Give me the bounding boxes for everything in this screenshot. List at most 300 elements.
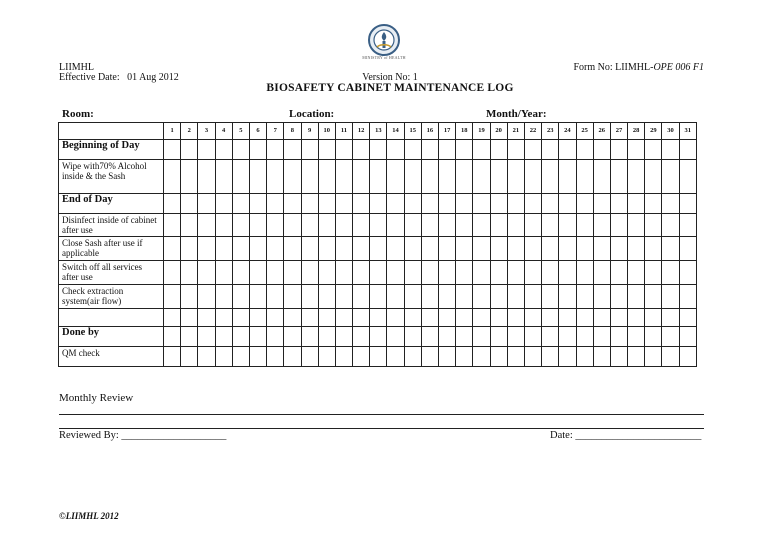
check-cell[interactable] — [353, 347, 370, 367]
check-cell[interactable] — [593, 285, 610, 309]
check-cell[interactable] — [490, 214, 507, 237]
check-cell[interactable] — [215, 160, 232, 194]
check-cell[interactable] — [318, 140, 335, 160]
check-cell[interactable] — [387, 347, 404, 367]
check-cell[interactable] — [335, 347, 352, 367]
check-cell[interactable] — [215, 327, 232, 347]
check-cell[interactable] — [628, 261, 645, 285]
check-cell[interactable] — [249, 214, 266, 237]
check-cell[interactable] — [387, 261, 404, 285]
check-cell[interactable] — [645, 194, 662, 214]
check-cell[interactable] — [318, 309, 335, 327]
check-cell[interactable] — [335, 160, 352, 194]
check-cell[interactable] — [439, 194, 456, 214]
check-cell[interactable] — [404, 285, 421, 309]
check-cell[interactable] — [421, 261, 438, 285]
check-cell[interactable] — [421, 140, 438, 160]
monthly-review-line-2[interactable] — [59, 428, 704, 429]
check-cell[interactable] — [404, 237, 421, 261]
check-cell[interactable] — [284, 327, 301, 347]
check-cell[interactable] — [267, 347, 284, 367]
check-cell[interactable] — [645, 237, 662, 261]
check-cell[interactable] — [542, 237, 559, 261]
check-cell[interactable] — [662, 214, 679, 237]
check-cell[interactable] — [335, 237, 352, 261]
check-cell[interactable] — [645, 160, 662, 194]
check-cell[interactable] — [232, 285, 249, 309]
check-cell[interactable] — [542, 140, 559, 160]
check-cell[interactable] — [181, 140, 198, 160]
check-cell[interactable] — [679, 160, 696, 194]
check-cell[interactable] — [542, 261, 559, 285]
check-cell[interactable] — [370, 140, 387, 160]
check-cell[interactable] — [267, 327, 284, 347]
check-cell[interactable] — [576, 309, 593, 327]
check-cell[interactable] — [353, 160, 370, 194]
check-cell[interactable] — [198, 160, 215, 194]
check-cell[interactable] — [593, 140, 610, 160]
date-field[interactable]: Date: ________________________ — [550, 430, 702, 441]
check-cell[interactable] — [181, 261, 198, 285]
check-cell[interactable] — [404, 347, 421, 367]
check-cell[interactable] — [576, 347, 593, 367]
check-cell[interactable] — [404, 160, 421, 194]
check-cell[interactable] — [628, 237, 645, 261]
check-cell[interactable] — [370, 327, 387, 347]
check-cell[interactable] — [370, 214, 387, 237]
check-cell[interactable] — [421, 237, 438, 261]
check-cell[interactable] — [387, 237, 404, 261]
check-cell[interactable] — [198, 309, 215, 327]
check-cell[interactable] — [164, 194, 181, 214]
check-cell[interactable] — [181, 285, 198, 309]
check-cell[interactable] — [387, 140, 404, 160]
check-cell[interactable] — [198, 214, 215, 237]
check-cell[interactable] — [507, 261, 524, 285]
check-cell[interactable] — [335, 327, 352, 347]
check-cell[interactable] — [507, 327, 524, 347]
check-cell[interactable] — [284, 140, 301, 160]
check-cell[interactable] — [267, 194, 284, 214]
check-cell[interactable] — [164, 327, 181, 347]
check-cell[interactable] — [662, 194, 679, 214]
check-cell[interactable] — [370, 160, 387, 194]
check-cell[interactable] — [645, 285, 662, 309]
check-cell[interactable] — [439, 214, 456, 237]
check-cell[interactable] — [559, 160, 576, 194]
check-cell[interactable] — [387, 160, 404, 194]
check-cell[interactable] — [215, 237, 232, 261]
check-cell[interactable] — [301, 214, 318, 237]
check-cell[interactable] — [542, 194, 559, 214]
check-cell[interactable] — [335, 261, 352, 285]
check-cell[interactable] — [628, 327, 645, 347]
check-cell[interactable] — [215, 140, 232, 160]
check-cell[interactable] — [198, 327, 215, 347]
check-cell[interactable] — [473, 327, 490, 347]
check-cell[interactable] — [490, 327, 507, 347]
check-cell[interactable] — [679, 261, 696, 285]
check-cell[interactable] — [387, 214, 404, 237]
check-cell[interactable] — [559, 327, 576, 347]
check-cell[interactable] — [164, 261, 181, 285]
check-cell[interactable] — [421, 214, 438, 237]
check-cell[interactable] — [507, 160, 524, 194]
check-cell[interactable] — [456, 160, 473, 194]
check-cell[interactable] — [679, 214, 696, 237]
check-cell[interactable] — [645, 261, 662, 285]
check-cell[interactable] — [645, 347, 662, 367]
check-cell[interactable] — [215, 214, 232, 237]
check-cell[interactable] — [421, 347, 438, 367]
check-cell[interactable] — [576, 140, 593, 160]
check-cell[interactable] — [576, 261, 593, 285]
check-cell[interactable] — [181, 237, 198, 261]
check-cell[interactable] — [610, 160, 627, 194]
check-cell[interactable] — [524, 160, 541, 194]
check-cell[interactable] — [318, 347, 335, 367]
check-cell[interactable] — [456, 214, 473, 237]
check-cell[interactable] — [439, 327, 456, 347]
check-cell[interactable] — [576, 237, 593, 261]
check-cell[interactable] — [249, 237, 266, 261]
check-cell[interactable] — [181, 347, 198, 367]
check-cell[interactable] — [542, 160, 559, 194]
check-cell[interactable] — [576, 160, 593, 194]
check-cell[interactable] — [249, 160, 266, 194]
reviewed-by-field[interactable]: Reviewed By: ____________________ — [59, 430, 227, 441]
check-cell[interactable] — [679, 347, 696, 367]
check-cell[interactable] — [679, 285, 696, 309]
check-cell[interactable] — [318, 194, 335, 214]
check-cell[interactable] — [404, 309, 421, 327]
check-cell[interactable] — [679, 327, 696, 347]
check-cell[interactable] — [456, 194, 473, 214]
check-cell[interactable] — [524, 261, 541, 285]
check-cell[interactable] — [456, 237, 473, 261]
check-cell[interactable] — [421, 327, 438, 347]
check-cell[interactable] — [507, 309, 524, 327]
check-cell[interactable] — [387, 309, 404, 327]
check-cell[interactable] — [559, 261, 576, 285]
check-cell[interactable] — [404, 261, 421, 285]
check-cell[interactable] — [370, 237, 387, 261]
check-cell[interactable] — [490, 285, 507, 309]
check-cell[interactable] — [232, 214, 249, 237]
check-cell[interactable] — [181, 327, 198, 347]
check-cell[interactable] — [335, 285, 352, 309]
check-cell[interactable] — [645, 214, 662, 237]
check-cell[interactable] — [662, 237, 679, 261]
check-cell[interactable] — [593, 160, 610, 194]
check-cell[interactable] — [439, 285, 456, 309]
check-cell[interactable] — [507, 237, 524, 261]
check-cell[interactable] — [524, 347, 541, 367]
check-cell[interactable] — [576, 194, 593, 214]
check-cell[interactable] — [507, 140, 524, 160]
check-cell[interactable] — [198, 261, 215, 285]
check-cell[interactable] — [198, 140, 215, 160]
check-cell[interactable] — [284, 214, 301, 237]
check-cell[interactable] — [524, 327, 541, 347]
check-cell[interactable] — [267, 309, 284, 327]
check-cell[interactable] — [232, 347, 249, 367]
check-cell[interactable] — [456, 309, 473, 327]
check-cell[interactable] — [198, 194, 215, 214]
check-cell[interactable] — [301, 347, 318, 367]
check-cell[interactable] — [524, 140, 541, 160]
check-cell[interactable] — [404, 140, 421, 160]
check-cell[interactable] — [181, 194, 198, 214]
check-cell[interactable] — [318, 327, 335, 347]
check-cell[interactable] — [421, 285, 438, 309]
check-cell[interactable] — [249, 327, 266, 347]
check-cell[interactable] — [284, 261, 301, 285]
check-cell[interactable] — [387, 194, 404, 214]
check-cell[interactable] — [559, 194, 576, 214]
check-cell[interactable] — [267, 160, 284, 194]
check-cell[interactable] — [628, 160, 645, 194]
check-cell[interactable] — [628, 194, 645, 214]
check-cell[interactable] — [301, 160, 318, 194]
check-cell[interactable] — [284, 285, 301, 309]
check-cell[interactable] — [284, 194, 301, 214]
check-cell[interactable] — [439, 140, 456, 160]
check-cell[interactable] — [456, 261, 473, 285]
check-cell[interactable] — [387, 285, 404, 309]
check-cell[interactable] — [610, 237, 627, 261]
check-cell[interactable] — [232, 140, 249, 160]
check-cell[interactable] — [318, 237, 335, 261]
check-cell[interactable] — [628, 309, 645, 327]
check-cell[interactable] — [610, 140, 627, 160]
check-cell[interactable] — [662, 160, 679, 194]
check-cell[interactable] — [421, 194, 438, 214]
check-cell[interactable] — [662, 309, 679, 327]
check-cell[interactable] — [370, 285, 387, 309]
check-cell[interactable] — [370, 194, 387, 214]
check-cell[interactable] — [198, 237, 215, 261]
check-cell[interactable] — [593, 237, 610, 261]
check-cell[interactable] — [542, 327, 559, 347]
check-cell[interactable] — [198, 347, 215, 367]
check-cell[interactable] — [284, 160, 301, 194]
check-cell[interactable] — [301, 140, 318, 160]
check-cell[interactable] — [610, 194, 627, 214]
check-cell[interactable] — [490, 194, 507, 214]
check-cell[interactable] — [284, 309, 301, 327]
check-cell[interactable] — [576, 214, 593, 237]
check-cell[interactable] — [610, 327, 627, 347]
check-cell[interactable] — [318, 285, 335, 309]
check-cell[interactable] — [542, 214, 559, 237]
check-cell[interactable] — [524, 194, 541, 214]
check-cell[interactable] — [679, 309, 696, 327]
check-cell[interactable] — [404, 327, 421, 347]
check-cell[interactable] — [232, 194, 249, 214]
check-cell[interactable] — [164, 285, 181, 309]
check-cell[interactable] — [181, 214, 198, 237]
check-cell[interactable] — [215, 285, 232, 309]
check-cell[interactable] — [232, 309, 249, 327]
check-cell[interactable] — [353, 309, 370, 327]
check-cell[interactable] — [593, 214, 610, 237]
check-cell[interactable] — [164, 140, 181, 160]
check-cell[interactable] — [456, 327, 473, 347]
check-cell[interactable] — [473, 214, 490, 237]
check-cell[interactable] — [284, 237, 301, 261]
check-cell[interactable] — [318, 261, 335, 285]
check-cell[interactable] — [679, 237, 696, 261]
check-cell[interactable] — [301, 285, 318, 309]
check-cell[interactable] — [353, 285, 370, 309]
check-cell[interactable] — [353, 261, 370, 285]
check-cell[interactable] — [318, 160, 335, 194]
check-cell[interactable] — [628, 140, 645, 160]
check-cell[interactable] — [559, 347, 576, 367]
check-cell[interactable] — [301, 261, 318, 285]
check-cell[interactable] — [249, 347, 266, 367]
check-cell[interactable] — [628, 214, 645, 237]
check-cell[interactable] — [507, 194, 524, 214]
check-cell[interactable] — [387, 327, 404, 347]
check-cell[interactable] — [662, 285, 679, 309]
check-cell[interactable] — [370, 309, 387, 327]
check-cell[interactable] — [267, 214, 284, 237]
check-cell[interactable] — [662, 261, 679, 285]
check-cell[interactable] — [542, 347, 559, 367]
check-cell[interactable] — [559, 285, 576, 309]
check-cell[interactable] — [181, 160, 198, 194]
check-cell[interactable] — [559, 309, 576, 327]
check-cell[interactable] — [232, 327, 249, 347]
check-cell[interactable] — [473, 261, 490, 285]
check-cell[interactable] — [473, 309, 490, 327]
check-cell[interactable] — [542, 285, 559, 309]
check-cell[interactable] — [164, 309, 181, 327]
check-cell[interactable] — [353, 214, 370, 237]
check-cell[interactable] — [456, 140, 473, 160]
check-cell[interactable] — [301, 194, 318, 214]
check-cell[interactable] — [679, 194, 696, 214]
check-cell[interactable] — [507, 347, 524, 367]
check-cell[interactable] — [232, 261, 249, 285]
check-cell[interactable] — [662, 347, 679, 367]
check-cell[interactable] — [267, 261, 284, 285]
check-cell[interactable] — [490, 261, 507, 285]
check-cell[interactable] — [370, 347, 387, 367]
check-cell[interactable] — [524, 285, 541, 309]
check-cell[interactable] — [610, 261, 627, 285]
check-cell[interactable] — [318, 214, 335, 237]
check-cell[interactable] — [267, 285, 284, 309]
check-cell[interactable] — [662, 327, 679, 347]
check-cell[interactable] — [439, 237, 456, 261]
check-cell[interactable] — [593, 194, 610, 214]
check-cell[interactable] — [370, 261, 387, 285]
check-cell[interactable] — [164, 214, 181, 237]
check-cell[interactable] — [164, 237, 181, 261]
check-cell[interactable] — [335, 214, 352, 237]
check-cell[interactable] — [198, 285, 215, 309]
check-cell[interactable] — [267, 140, 284, 160]
check-cell[interactable] — [353, 140, 370, 160]
check-cell[interactable] — [439, 261, 456, 285]
check-cell[interactable] — [559, 237, 576, 261]
check-cell[interactable] — [662, 140, 679, 160]
check-cell[interactable] — [490, 160, 507, 194]
check-cell[interactable] — [524, 309, 541, 327]
check-cell[interactable] — [215, 309, 232, 327]
check-cell[interactable] — [593, 261, 610, 285]
check-cell[interactable] — [490, 140, 507, 160]
check-cell[interactable] — [542, 309, 559, 327]
check-cell[interactable] — [456, 347, 473, 367]
check-cell[interactable] — [301, 327, 318, 347]
check-cell[interactable] — [421, 309, 438, 327]
check-cell[interactable] — [404, 194, 421, 214]
check-cell[interactable] — [284, 347, 301, 367]
check-cell[interactable] — [490, 237, 507, 261]
check-cell[interactable] — [301, 309, 318, 327]
check-cell[interactable] — [559, 214, 576, 237]
check-cell[interactable] — [628, 285, 645, 309]
check-cell[interactable] — [473, 194, 490, 214]
check-cell[interactable] — [473, 140, 490, 160]
check-cell[interactable] — [215, 347, 232, 367]
check-cell[interactable] — [439, 160, 456, 194]
check-cell[interactable] — [593, 327, 610, 347]
check-cell[interactable] — [593, 309, 610, 327]
check-cell[interactable] — [353, 194, 370, 214]
monthly-review-line-1[interactable] — [59, 414, 704, 415]
check-cell[interactable] — [473, 160, 490, 194]
check-cell[interactable] — [610, 309, 627, 327]
check-cell[interactable] — [267, 237, 284, 261]
check-cell[interactable] — [610, 214, 627, 237]
check-cell[interactable] — [353, 327, 370, 347]
check-cell[interactable] — [301, 237, 318, 261]
check-cell[interactable] — [473, 237, 490, 261]
check-cell[interactable] — [524, 214, 541, 237]
check-cell[interactable] — [249, 140, 266, 160]
check-cell[interactable] — [335, 194, 352, 214]
check-cell[interactable] — [490, 347, 507, 367]
check-cell[interactable] — [473, 285, 490, 309]
check-cell[interactable] — [507, 285, 524, 309]
check-cell[interactable] — [576, 285, 593, 309]
check-cell[interactable] — [559, 140, 576, 160]
check-cell[interactable] — [353, 237, 370, 261]
check-cell[interactable] — [249, 194, 266, 214]
check-cell[interactable] — [645, 327, 662, 347]
check-cell[interactable] — [232, 160, 249, 194]
check-cell[interactable] — [181, 309, 198, 327]
check-cell[interactable] — [679, 140, 696, 160]
check-cell[interactable] — [439, 347, 456, 367]
check-cell[interactable] — [404, 214, 421, 237]
check-cell[interactable] — [473, 347, 490, 367]
check-cell[interactable] — [593, 347, 610, 367]
check-cell[interactable] — [249, 309, 266, 327]
check-cell[interactable] — [645, 140, 662, 160]
check-cell[interactable] — [628, 347, 645, 367]
check-cell[interactable] — [249, 285, 266, 309]
check-cell[interactable] — [524, 237, 541, 261]
check-cell[interactable] — [215, 194, 232, 214]
check-cell[interactable] — [232, 237, 249, 261]
check-cell[interactable] — [610, 347, 627, 367]
